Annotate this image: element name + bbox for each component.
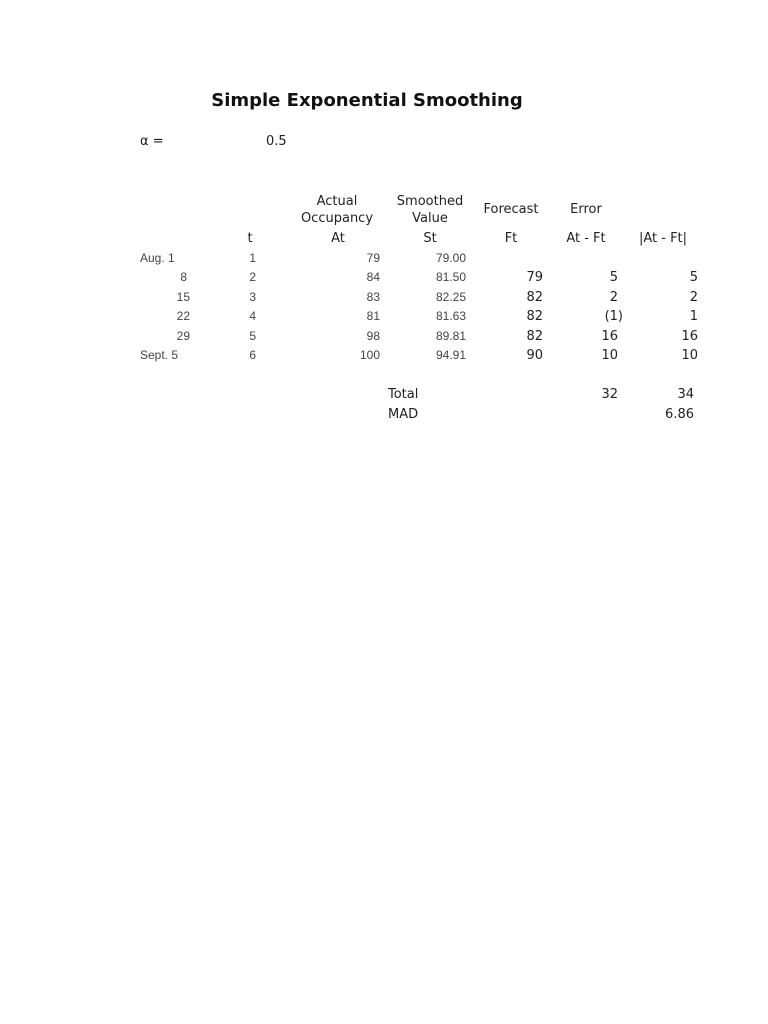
row-abs: 2: [689, 290, 698, 305]
header-smoothed-line2: Value: [412, 211, 448, 226]
row-t: 4: [249, 309, 256, 323]
row-abs: 10: [681, 348, 698, 363]
header-abs-at-ft: |At - Ft|: [638, 231, 688, 246]
row-at: 83: [366, 290, 380, 304]
header-ft: Ft: [504, 231, 518, 246]
row-at: 84: [366, 270, 380, 284]
row-st: 94.91: [435, 348, 466, 362]
row-t: 1: [249, 251, 256, 265]
row-ft: 79: [526, 270, 543, 285]
row-date: 29: [176, 329, 190, 343]
row-date: Aug. 1: [140, 251, 175, 265]
alpha-label: α =: [140, 134, 164, 149]
header-error: Error: [570, 202, 602, 217]
row-at: 100: [359, 348, 380, 362]
row-err: 5: [609, 270, 618, 285]
row-t: 2: [249, 270, 256, 284]
total-error: 32: [601, 387, 618, 402]
row-ft: 82: [526, 309, 543, 324]
mad-label: MAD: [388, 407, 419, 422]
mad-value: 6.86: [665, 407, 694, 422]
row-abs: 1: [689, 309, 698, 324]
header-at-ft: At - Ft: [566, 231, 606, 246]
row-ft: 82: [526, 329, 543, 344]
row-date: Sept. 5: [140, 348, 179, 362]
header-at: At: [331, 231, 345, 246]
header-forecast: Forecast: [483, 202, 539, 217]
row-t: 5: [249, 329, 256, 343]
alpha-value: 0.5: [266, 134, 287, 149]
row-abs: 5: [689, 270, 698, 285]
row-date: 8: [180, 270, 187, 284]
row-ft: 90: [526, 348, 543, 363]
header-actual-line1: Actual: [316, 194, 358, 209]
row-st: 79.00: [435, 251, 466, 265]
row-err: 16: [601, 329, 618, 344]
row-st: 89.81: [435, 329, 466, 343]
row-err: (1): [604, 309, 623, 324]
row-at: 79: [366, 251, 380, 265]
row-t: 6: [249, 348, 256, 362]
total-label: Total: [388, 387, 419, 402]
total-abs-error: 34: [677, 387, 694, 402]
row-err: 2: [609, 290, 618, 305]
row-st: 82.25: [435, 290, 466, 304]
row-t: 3: [249, 290, 256, 304]
page-title: Simple Exponential Smoothing: [211, 90, 523, 111]
row-date: 15: [176, 290, 190, 304]
header-st: St: [423, 231, 437, 246]
row-at: 81: [366, 309, 380, 323]
row-date: 22: [176, 309, 190, 323]
row-abs: 16: [681, 329, 698, 344]
row-at: 98: [366, 329, 380, 343]
header-actual-line2: Occupancy: [300, 211, 374, 226]
row-err: 10: [601, 348, 618, 363]
header-smoothed-line1: Smoothed: [396, 194, 464, 209]
row-st: 81.63: [435, 309, 466, 323]
header-t: t: [247, 231, 253, 246]
row-ft: 82: [526, 290, 543, 305]
row-st: 81.50: [435, 270, 466, 284]
